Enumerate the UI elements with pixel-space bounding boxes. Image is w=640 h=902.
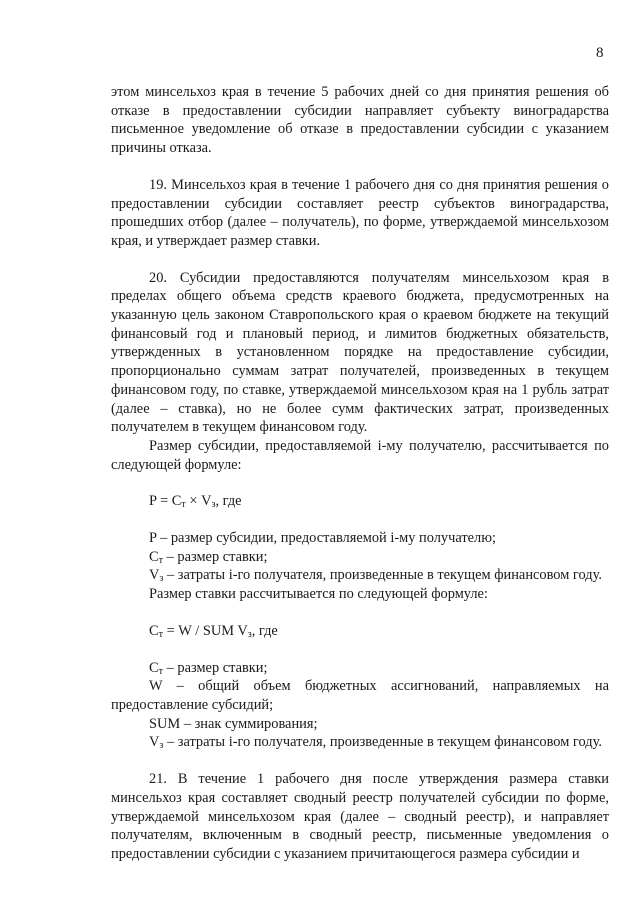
symbol2-v-sub: з bbox=[159, 740, 164, 752]
definition2-v bbox=[111, 733, 609, 752]
document-body bbox=[111, 83, 609, 864]
formula-c: C bbox=[171, 493, 182, 510]
definition-v-text: – затраты i-го получателя, произведенные в текущем финансовом году. bbox=[166, 567, 602, 584]
paragraph-intro: этом минсельхоз края в течение 5 рабочих дней со дня принятия решения об отказе в предоставлении субсидии направляет субъекту виноградарства письменное уведомление об отказе в предоставлении субсидии с указанием причины отказа. bbox=[111, 84, 609, 157]
definition2-c-text: – размер ставки; bbox=[166, 659, 268, 676]
paragraph-19: 19. Минсельхоз края в течение 1 рабочего дня со дня принятия решения о предоставлении субсидии составляет реестр субъектов виноградарства, прошедших отбор (далее – получатель), по форме, утверждаемой минсельхозом края, и утверждает размер ставки. bbox=[111, 176, 609, 249]
paragraph-21: 21. В течение 1 рабочего дня после утверждения размера ставки минсельхоз края составляет сводный реестр получателей субсидии по форме, утверждаемой минсельхозом края (далее – сводный реестр), и направляет получателям, включенным в сводный реестр, письменные уведомления о предоставлении субсидии с указанием причитающегося размера субсидии и bbox=[111, 771, 609, 862]
definition2-c bbox=[111, 659, 609, 678]
subsidy-formula-intro: Размер субсидии, предоставляемой i-му получателю, рассчитывается по следующей формуле: bbox=[111, 437, 609, 473]
symbol2-c-sub: т bbox=[158, 665, 163, 677]
symbol2-c: C bbox=[149, 659, 159, 676]
rate-formula-intro: Размер ставки рассчитывается по следующей формуле: bbox=[149, 586, 488, 603]
formula-equals: = bbox=[156, 493, 172, 510]
definition2-sum: SUM – знак суммирования; bbox=[149, 715, 318, 732]
formula2-divide: / bbox=[191, 622, 203, 639]
formula2-tail: , где bbox=[251, 622, 278, 639]
symbol2-v: V bbox=[149, 734, 160, 751]
formula2-c: C bbox=[149, 622, 159, 639]
formula2-v: V bbox=[237, 622, 248, 639]
symbol-v: V bbox=[149, 567, 160, 584]
symbol-c: C bbox=[149, 548, 159, 565]
page-number: 8 bbox=[596, 45, 604, 61]
formula-tail: , где bbox=[215, 493, 242, 510]
formula-times: × bbox=[185, 493, 202, 510]
formula-v: V bbox=[201, 493, 212, 510]
symbol-v-sub: з bbox=[159, 573, 164, 585]
formula-v-sub: з bbox=[211, 499, 216, 511]
formula-p: P bbox=[149, 493, 157, 510]
definition-p: P – размер субсидии, предоставляемой i-му получателю; bbox=[149, 530, 496, 547]
rate-formula bbox=[111, 622, 609, 641]
paragraph-20: 20. Субсидии предоставляются получателям минсельхозом края в пределах общего объема средств краевого бюджета, предусмотренных на указанную цель законом Ставропольского края о краевом бюджете на текущий финансовый год и плановый период, и лимитов бюджетных обязательств, утвержденных в установленном порядке на предоставление субсидии, пропорционально суммам затрат получателей, произведенных в текущем финансовом году, по ставке, утверждаемой минсельхозом края на 1 рубль затрат (далее – ставка), но не более сумм фактических затрат, произведенных получателем в текущем финансовом году. bbox=[111, 269, 609, 436]
definition-c-text: – размер ставки; bbox=[166, 548, 268, 565]
formula2-equals: = bbox=[162, 622, 179, 639]
symbol-c-sub: т bbox=[158, 554, 163, 566]
formula2-sum: SUM bbox=[202, 622, 238, 639]
formula-c-sub: т bbox=[181, 499, 186, 511]
subsidy-formula bbox=[111, 492, 609, 511]
definition2-v-text: – затраты i-го получателя, произведенные в текущем финансовом году. bbox=[166, 734, 602, 751]
formula2-v-sub: з bbox=[247, 628, 252, 640]
definition-c bbox=[111, 548, 609, 567]
definition-v bbox=[111, 566, 609, 585]
formula2-c-sub: т bbox=[158, 628, 163, 640]
definition2-w: W – общий объем бюджетных ассигнований, направляемых на предоставление субсидий; bbox=[111, 678, 609, 713]
formula2-w: W bbox=[178, 622, 192, 639]
